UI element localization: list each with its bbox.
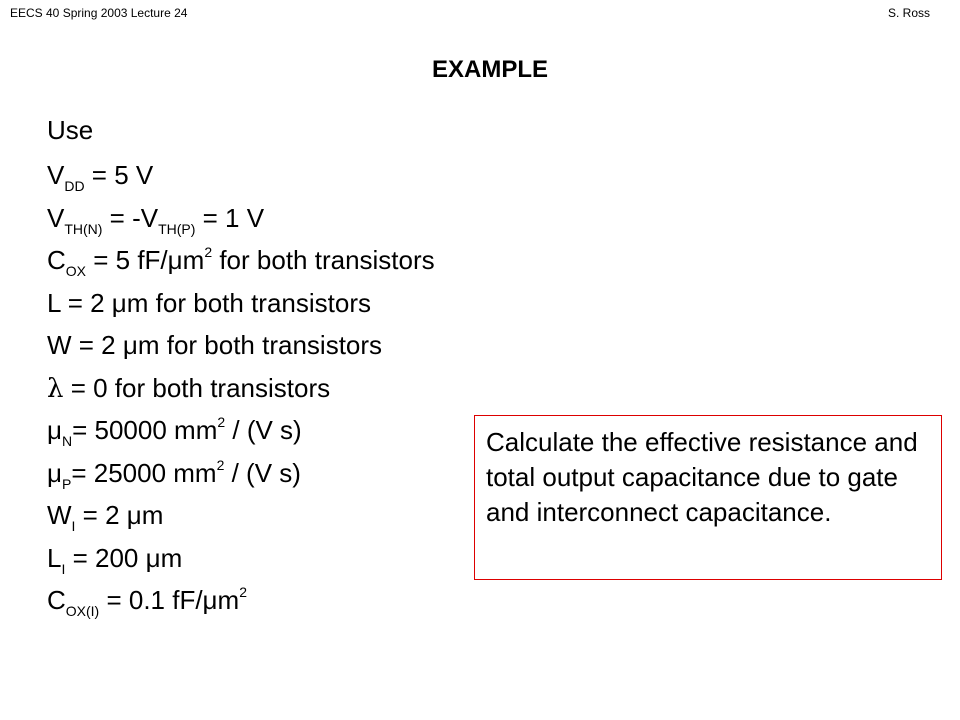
param-vdd: $V_{DD} = 5$ V [47,160,154,194]
parameter-list [47,114,435,627]
param-interconnect-width: $W_I = 2$ μm [47,500,164,534]
param-width: W = 2 μm for both transistors [47,330,383,360]
header-course-info: EECS 40 Spring 2003 Lecture 24 [10,6,188,20]
header-author: S. Ross [887,6,930,20]
param-interconnect-cox: $C_{OX(I)} = 0.1$ $fF/\mu m^2$ [47,584,247,619]
param-cox: $C_{OX} = 5$ $fF/\mu m^2$ for both transistors [47,244,435,279]
param-mobility-p: $\mu_P= 25000$ $mm^2 / (V$ s) [47,456,301,492]
slide-title: EXAMPLE [431,56,548,83]
param-lambda: λ = 0 for both transistors [47,372,331,404]
param-use: Use [47,115,94,145]
param-interconnect-length: $L_I = 200$ μm [47,542,183,577]
task-callout-box [474,415,942,580]
param-threshold-voltage: $V_{TH(N)} = -V_{TH(P)} = 1$ V [47,202,265,237]
param-length: L = 2 μm for both transistors [47,287,371,318]
param-mobility-n: $\mu_N= 50000$ $mm^2 / (V$ s) [47,414,302,449]
task-callout-text: Calculate the effective resistance and total output capacitance due to gate and interconnect capacitance. [486,427,918,527]
